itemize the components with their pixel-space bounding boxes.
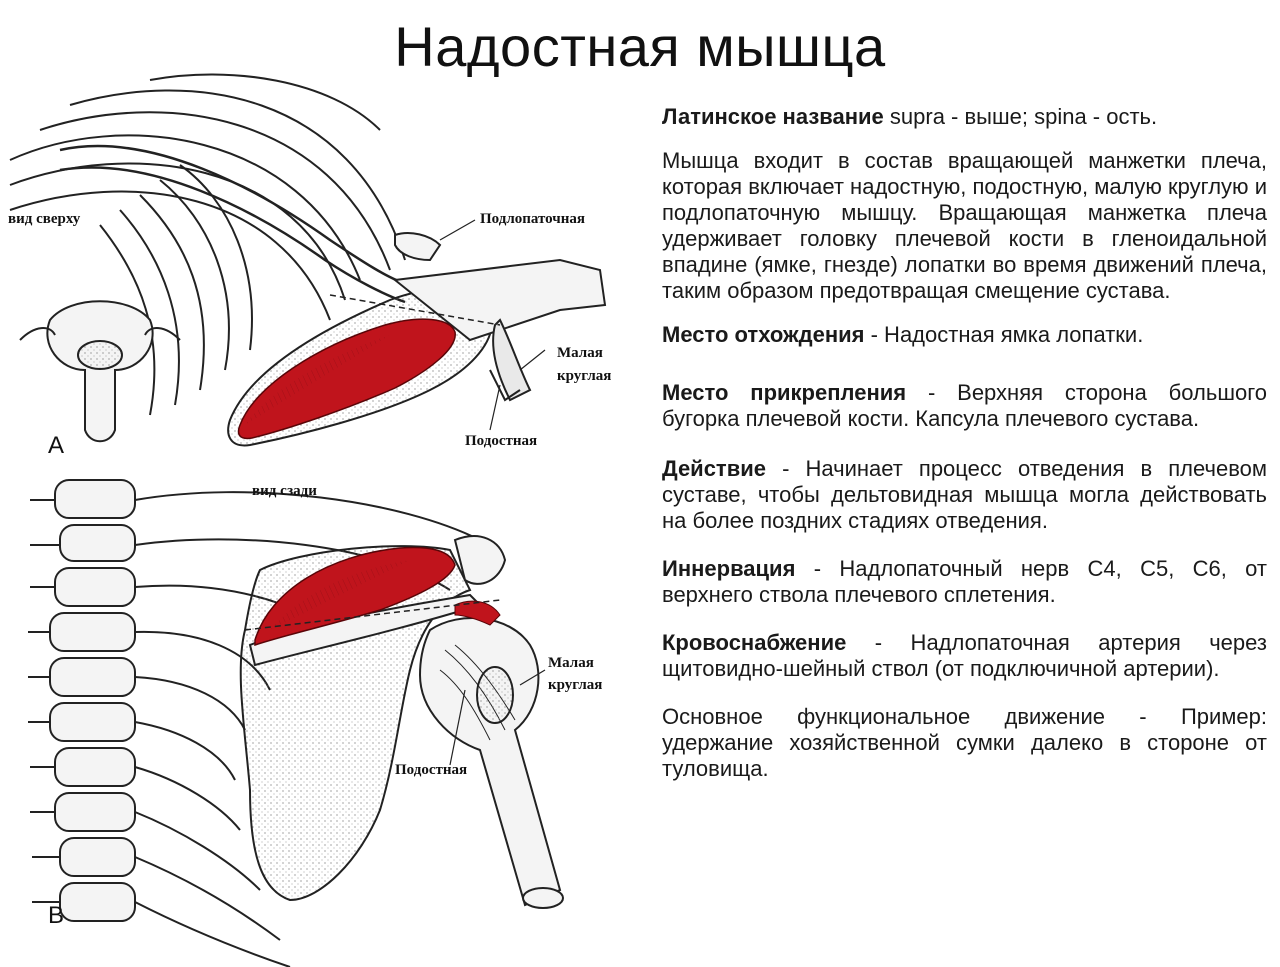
action-text: - Начинает процесс отведения в плечевом суставе, чтобы дельтовидная мышца могла действовать на более поздних стадиях отведения.: [662, 456, 1267, 533]
intro-paragraph: [662, 148, 1267, 304]
latin-name-paragraph: [662, 104, 1267, 130]
view-top-label: вид сверху: [8, 211, 81, 227]
infraspinatus-label-b: Подостная: [395, 762, 468, 778]
page-title: Надостная мышца: [394, 15, 886, 78]
panel-a-letter: A: [48, 432, 65, 459]
insertion-paragraph: [662, 380, 1267, 432]
subscapularis-label-a: Подлопаточная: [480, 211, 585, 227]
movement-paragraph: [662, 704, 1267, 782]
origin-heading: Место отхождения: [662, 322, 865, 347]
action-paragraph: [662, 456, 1267, 534]
description-column: [662, 104, 1267, 782]
view-back-label: вид сзади: [252, 483, 317, 499]
origin-paragraph: [662, 322, 1267, 348]
panel-b-letter: B: [48, 902, 65, 929]
blood-supply-text: - Надлопаточная артерия через щитовидно-шейный ствол (от подключичной артерии).: [662, 630, 1267, 681]
latin-name-text: supra - выше; spina - ость.: [883, 104, 1158, 129]
insertion-text: - Верхняя сторона большого бугорка плечевой кости. Капсула плечевого сустава.: [662, 380, 1267, 431]
innervation-heading: Иннервация: [662, 556, 796, 581]
teres-minor-label-b-1: Малая: [548, 655, 594, 671]
teres-minor-label-b-2: круглая: [548, 677, 603, 693]
blood-supply-paragraph: [662, 630, 1267, 682]
blood-supply-heading: Кровоснабжение: [662, 630, 847, 655]
movement-text: Основное функциональное движение - Пример: удержание хозяйственной сумки далеко в стороне от туловища.: [662, 704, 1267, 781]
origin-text: - Надостная ямка лопатки.: [864, 322, 1144, 347]
latin-name-heading: Латинское название: [662, 104, 884, 129]
panel-b-illustration: [28, 480, 135, 921]
innervation-text: - Надлопаточный нерв С4, С5, С6, от верхнего ствола плечевого сплетения.: [662, 556, 1267, 607]
infraspinatus-label-a: Подостная: [465, 433, 538, 449]
teres-minor-label-a-1: Малая: [557, 345, 603, 361]
anatomy-illustration: [0, 70, 650, 967]
action-heading: Действие: [662, 456, 766, 481]
anatomy-figure: [0, 70, 650, 967]
intro-text: Мышца входит в состав вращающей манжетки плеча, которая включает надостную, подостную, малую круглую и подлопаточную мышцу. Вращающая манжетка плеча удерживает головку плечевой кости в гленоидальной впадине (ямке, гнезде) лопатки во время движений плеча, таким образом предотвращая смещение сустава.: [662, 148, 1267, 303]
insertion-heading: Место прикрепления: [662, 380, 907, 405]
innervation-paragraph: [662, 556, 1267, 608]
teres-minor-label-a-2: круглая: [557, 368, 612, 384]
